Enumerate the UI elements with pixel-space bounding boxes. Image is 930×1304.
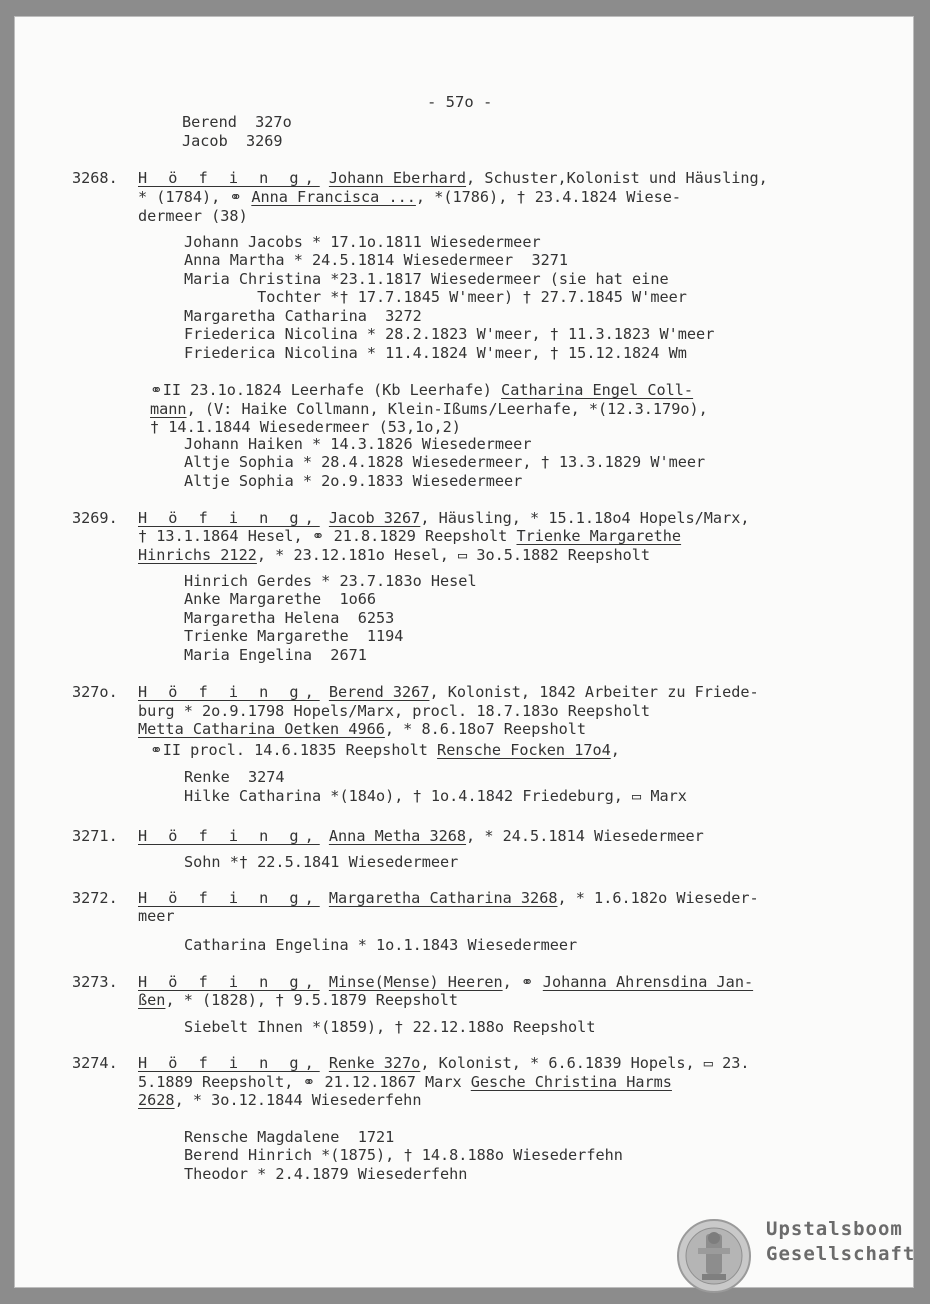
child-line: Theodor * 2.4.1879 Wiesederfehn	[184, 1165, 468, 1183]
child-line: Anna Martha * 24.5.1814 Wiesedermeer 3271	[184, 251, 569, 269]
entry-number: 3273.	[72, 973, 118, 991]
entry-number: 3274.	[72, 1054, 118, 1072]
child-line: Johann Jacobs * 17.1o.1811 Wiesedermeer	[184, 233, 541, 251]
child-line: Berend Hinrich *(1875), † 14.8.188o Wiesederfehn	[184, 1146, 623, 1164]
child-line: Trienke Margarethe 1194	[184, 627, 404, 645]
child-line: Johann Haiken * 14.3.1826 Wiesedermeer	[184, 435, 532, 453]
entry-line: Metta Catharina Oetken 4966, * 8.6.18o7 Reepsholt	[138, 720, 587, 738]
entry-line: 5.1889 Reepsholt, ⚭ 21.12.1867 Marx Gesche Christina Harms	[138, 1073, 672, 1091]
marriage-line: † 14.1.1844 Wiesedermeer (53,1o,2)	[150, 418, 461, 436]
child-line: Margaretha Helena 6253	[184, 609, 395, 627]
marriage-line: ⚭II procl. 14.6.1835 Reepsholt Rensche Focken 17o4,	[150, 741, 620, 759]
entry-heading: H ö f i n g, Renke 327o, Kolonist, * 6.6.1839 Hopels, ▭ 23.	[138, 1054, 750, 1072]
entry-line: ßen, * (1828), † 9.5.1879 Reepsholt	[138, 991, 459, 1009]
entry-number: 327o.	[72, 683, 118, 701]
page-number: - 57o -	[427, 93, 493, 111]
child-line: Maria Christina *23.1.1817 Wiesedermeer (sie hat eine	[184, 270, 669, 288]
child-line: Tochter *† 17.7.1845 W'meer) † 27.7.1845 W'meer	[184, 288, 687, 306]
child-line: Catharina Engelina * 1o.1.1843 Wiesedermeer	[184, 936, 578, 954]
entry-line: dermeer (38)	[138, 207, 248, 225]
child-line: Hilke Catharina *(184o), † 1o.4.1842 Friedeburg, ▭ Marx	[184, 787, 687, 805]
entry-heading: H ö f i n g, Anna Metha 3268, * 24.5.1814 Wiesedermeer	[138, 827, 704, 845]
child-line: Hinrich Gerdes * 23.7.183o Hesel	[184, 572, 477, 590]
entry-line: * (1784), ⚭ Anna Francisca ..., *(1786), † 23.4.1824 Wiese-	[138, 188, 682, 206]
entry-heading: H ö f i n g, Jacob 3267, Häusling, * 15.1.18o4 Hopels/Marx,	[138, 509, 750, 527]
document-page	[14, 16, 914, 1288]
child-line: Friederica Nicolina * 28.2.1823 W'meer, † 11.3.1823 W'meer	[184, 325, 715, 343]
marriage-line: ⚭II 23.1o.1824 Leerhafe (Kb Leerhafe) Catharina Engel Coll-	[150, 381, 694, 399]
organization-name-line1: Upstalsboom	[766, 1218, 903, 1240]
child-line: Anke Margarethe 1o66	[184, 590, 377, 608]
child-line: Sohn *† 22.5.1841 Wiesedermeer	[184, 853, 459, 871]
entry-line: 2628, * 3o.12.1844 Wiesederfehn	[138, 1091, 422, 1109]
child-line: Renke 3274	[184, 768, 285, 786]
child-line: Maria Engelina 2671	[184, 646, 367, 664]
child-line: Margaretha Catharina 3272	[184, 307, 422, 325]
entry-number: 3268.	[72, 169, 118, 187]
entry-line: meer	[138, 907, 175, 925]
entry-line: † 13.1.1864 Hesel, ⚭ 21.8.1829 Reepsholt Trienke Margarethe	[138, 527, 682, 545]
child-line: Friederica Nicolina * 11.4.1824 W'meer, † 15.12.1824 Wm	[184, 344, 687, 362]
entry-number: 3271.	[72, 827, 118, 845]
entry-heading: H ö f i n g, Johann Eberhard, Schuster,Kolonist und Häusling,	[138, 169, 768, 187]
entry-heading: H ö f i n g, Minse(Mense) Heeren, ⚭ Johanna Ahrensdina Jan-	[138, 973, 754, 991]
child-line: Altje Sophia * 2o.9.1833 Wiesedermeer	[184, 472, 523, 490]
marriage-line: mann, (V: Haike Collmann, Klein-Ißums/Leerhafe, *(12.3.179o),	[150, 400, 708, 418]
child-line: Siebelt Ihnen *(1859), † 22.12.188o Reepsholt	[184, 1018, 596, 1036]
entry-heading: H ö f i n g, Margaretha Catharina 3268, * 1.6.182o Wieseder-	[138, 889, 759, 907]
intro-line: Jacob 3269	[182, 132, 283, 150]
entry-line: Hinrichs 2122, * 23.12.181o Hesel, ▭ 3o.5.1882 Reepsholt	[138, 546, 651, 564]
entry-heading: H ö f i n g, Berend 3267, Kolonist, 1842 Arbeiter zu Friede-	[138, 683, 759, 701]
child-line: Altje Sophia * 28.4.1828 Wiesedermeer, † 13.3.1829 W'meer	[184, 453, 706, 471]
entry-line: burg * 2o.9.1798 Hopels/Marx, procl. 18.7.183o Reepsholt	[138, 702, 651, 720]
entry-number: 3272.	[72, 889, 118, 907]
seal-logo-icon	[676, 1218, 752, 1294]
child-line: Rensche Magdalene 1721	[184, 1128, 395, 1146]
entry-number: 3269.	[72, 509, 118, 527]
intro-line: Berend 327o	[182, 113, 292, 131]
organization-name-line2: Gesellschaft	[766, 1243, 916, 1265]
